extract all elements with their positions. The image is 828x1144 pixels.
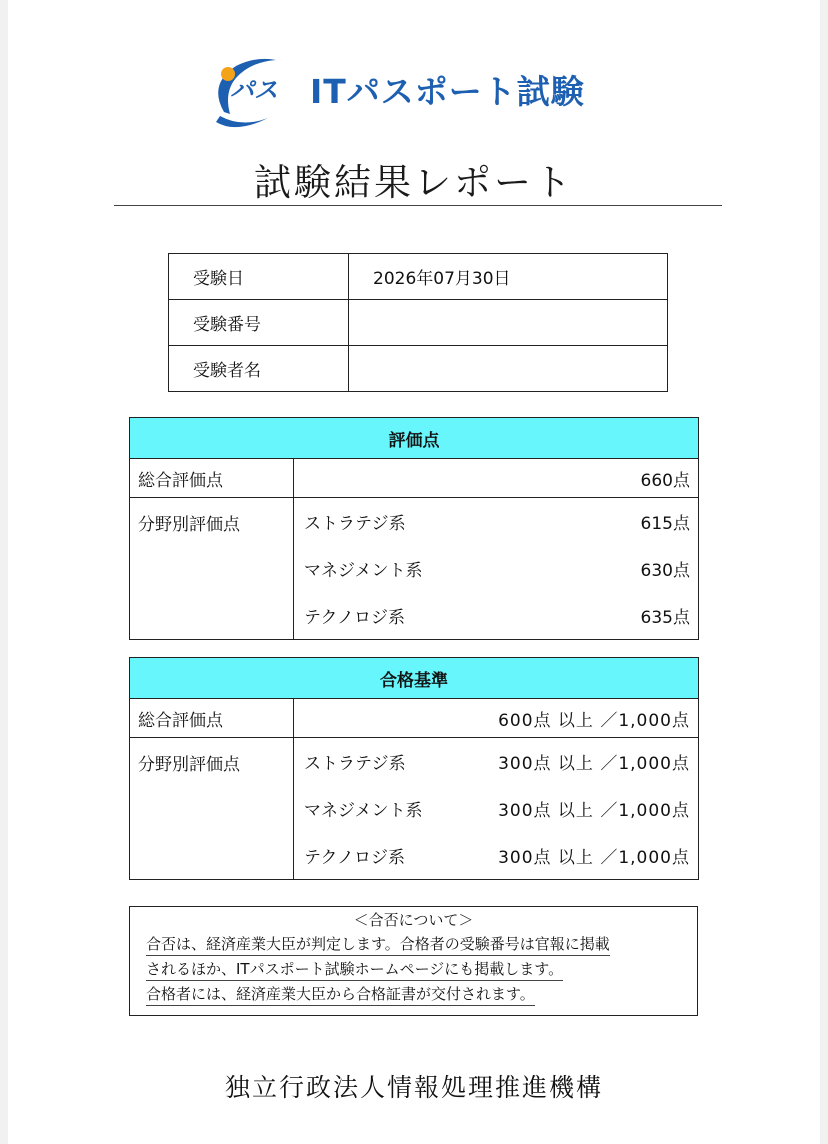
title-divider [114, 205, 722, 206]
field-score-strategy: 615点 [640, 514, 690, 534]
examinee-info-table [168, 253, 668, 392]
criteria-field-name-management: マネジメント系 [304, 801, 423, 821]
criteria-total-value: 600点 以上 ／1,000点 [294, 699, 699, 738]
issuing-organization: 独立行政法人情報処理推進機構 [224, 1073, 603, 1102]
field-score-management: 630点 [640, 561, 690, 581]
exam-date-value: 2026年07月30日 [349, 254, 668, 300]
pass-criteria-table [129, 657, 699, 880]
criteria-field-value-strategy: 300点 以上 ／1,000点 [498, 754, 690, 774]
criteria-field-label: 分野別評価点 [138, 755, 240, 775]
criteria-heading: 合格基準 [130, 658, 699, 699]
pass-fail-notice [129, 906, 698, 1016]
report-title: 試験結果レポート [254, 161, 574, 204]
total-score-label: 総合評価点 [130, 459, 294, 498]
score-heading: 評価点 [130, 418, 699, 459]
list-item [294, 738, 698, 785]
examinee-name-value [349, 346, 668, 392]
list-item [294, 498, 698, 545]
list-item [294, 545, 698, 592]
notice-heading: ＜合否について＞ [353, 911, 474, 929]
exam-number-value [349, 300, 668, 346]
notice-line-1: 合否は、経済産業大臣が判定します。合格者の受験番号は官報に掲載 [146, 933, 610, 956]
field-score-label: 分野別評価点 [138, 515, 240, 535]
criteria-field-value-management: 300点 以上 ／1,000点 [498, 801, 690, 821]
exam-number-label: 受験番号 [169, 300, 349, 346]
criteria-field-name-strategy: ストラテジ系 [304, 754, 406, 774]
logo-mark-text: パス [230, 76, 278, 104]
examinee-name-label: 受験者名 [169, 346, 349, 392]
table-row [130, 459, 699, 498]
list-item [294, 785, 698, 832]
list-item [294, 592, 698, 639]
table-row [130, 498, 699, 640]
field-name-technology: テクノロジ系 [304, 608, 405, 628]
it-passport-logo [206, 52, 626, 132]
table-row [130, 699, 699, 738]
table-row [130, 738, 699, 880]
field-name-management: マネジメント系 [304, 561, 423, 581]
field-name-strategy: ストラテジ系 [304, 514, 406, 534]
table-row [169, 346, 668, 392]
criteria-total-label: 総合評価点 [130, 699, 294, 738]
exam-date-label: 受験日 [169, 254, 349, 300]
field-score-technology: 635点 [640, 608, 690, 628]
notice-line-3: 合格者には、経済産業大臣から合格証書が交付されます。 [146, 983, 535, 1006]
criteria-field-name-technology: テクノロジ系 [304, 848, 405, 868]
score-table [129, 417, 699, 640]
pass-logo-mark [206, 52, 296, 132]
table-row [169, 254, 668, 300]
table-row [169, 300, 668, 346]
total-score-value: 660点 [294, 459, 699, 498]
list-item [294, 832, 698, 879]
notice-line-2: されるほか、ITパスポート試験ホームページにも掲載します。 [146, 958, 563, 981]
exam-name: ITパスポート試験 [310, 72, 585, 111]
report-page [8, 0, 820, 1144]
criteria-field-value-technology: 300点 以上 ／1,000点 [498, 848, 690, 868]
